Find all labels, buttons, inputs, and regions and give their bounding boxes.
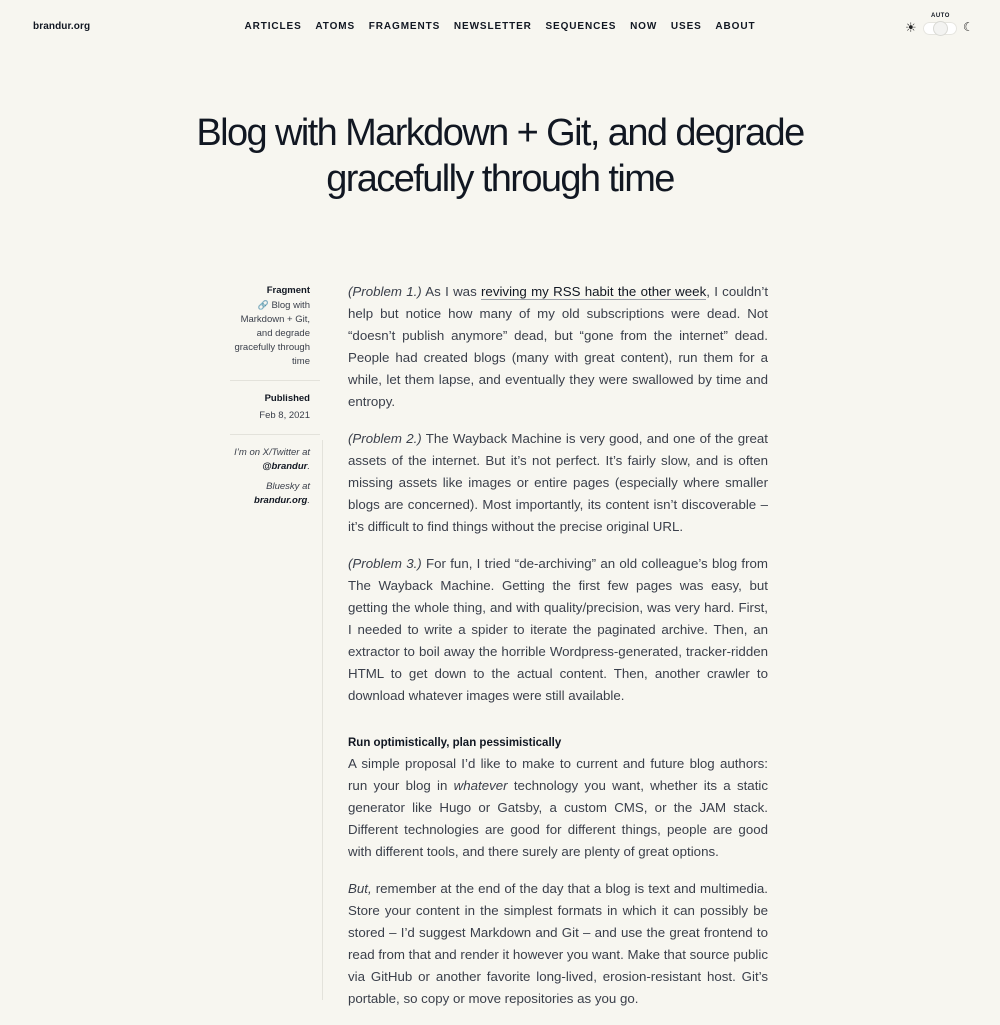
problem-2-label: (Problem 2.) [348,431,422,446]
paragraph [348,753,768,863]
theme-auto-label: AUTO [931,13,950,19]
nav-fragments[interactable]: FRAGMENTS [368,21,441,32]
paragraph-text: technology you want, whether its a static generator like Hugo or Gatsby, a custom CMS, or the JAM stack. Different technologies are good for different things, people are good with different tools, and there surely are plenty of great options. [348,778,768,859]
twitter-suffix: . [307,461,310,472]
theme-switcher [905,13,975,43]
fragment-type-label: Fragment [266,285,310,296]
but-emphasis: But, [348,881,372,896]
sidebar-divider [230,380,320,381]
nav-newsletter[interactable]: NEWSLETTER [453,21,532,32]
bluesky-note [232,480,310,508]
nav-now[interactable]: NOW [630,21,658,32]
moon-icon[interactable]: ☾ [963,20,974,34]
nav-articles[interactable]: ARTICLES [244,21,302,32]
fragment-permalink-text[interactable]: Blog with Markdown + Git, and degrade gracefully through time [234,300,310,367]
paragraph-text: For fun, I tried “de-archiving” an old colleague’s blog from The Wayback Machine. Getting the first few pages was easy, but getting the whole thing, and with quality/precision, was very hard. First, I needed to write a spider to iterate the paginated archive. Then, an extractor to boil away the horrible Wordpress-generated, tracker-ridden HTML to get down to the actual content. Then, another crawler to download whatever images were still available. [348,556,768,703]
sidebar-divider [230,434,320,435]
site-brand-link[interactable]: brandur.org [33,21,91,32]
paragraph-text: , I couldn’t help but notice how many of my old subscriptions were dead. Not “doesn’t publish anymore” dead, but “gone from the internet” dead. People had created blogs (many with great content), run them for a while, let them lapse, and eventually they were swallowed by time and entropy. [348,284,769,409]
paragraph-text: The Wayback Machine is very good, and one of the great assets of the internet. But it’s not perfect. It’s fairly slow, and is often missing assets like images or entire pages (especially where smaller blogs are concerned). Most importantly, its content isn’t discoverable – it’s difficult to find things without the precise original URL. [348,431,768,534]
section-heading: Run optimistically, plan pessimistically [348,737,562,749]
nav-sequences[interactable]: SEQUENCES [545,21,617,32]
twitter-handle-link[interactable]: @brandur [262,461,308,472]
published-label: Published [264,393,310,404]
emphasis: whatever [453,778,508,793]
nav-atoms[interactable]: ATOMS [315,21,356,32]
twitter-note [232,446,310,474]
paragraph [348,428,768,538]
paragraph [348,281,768,413]
paragraph-text: A simple proposal I’d like to make to current and future blog authors: run your blog in [348,756,768,793]
problem-3-label: (Problem 3.) [348,556,422,571]
twitter-prefix: I’m on X/Twitter at [234,447,310,458]
nav-about[interactable]: ABOUT [715,21,756,32]
paragraph [348,553,768,707]
bluesky-prefix: Bluesky at [266,481,310,492]
bluesky-handle-link[interactable]: brandur.org [254,495,308,506]
article-sidebar [232,284,310,508]
top-bar [0,0,1000,56]
paragraph [348,878,768,1010]
paragraph-text: As I was [421,284,481,299]
sun-icon[interactable]: ☀ [905,20,917,35]
rss-habit-link[interactable]: reviving my RSS habit the other week [481,284,707,299]
main-nav [0,21,1000,32]
column-divider [322,440,323,1000]
article-body [348,281,768,1025]
nav-uses[interactable]: USES [670,21,702,32]
paragraph-text: remember at the end of the day that a blog is text and multimedia. Store your content in the simplest formats in which it can possibly be stored – I’d suggest Markdown and Git – and use the great frontend to read from that and render it however you want. Make that source public via GitHub or another favorite long-lived, erosion-resistant host. Git’s portable, so copy or move repositories as you go. [348,881,768,1006]
theme-toggle[interactable] [923,22,957,35]
fragment-permalink[interactable] [232,298,310,369]
published-date: Feb 8, 2021 [259,410,310,421]
bluesky-suffix: . [307,495,310,506]
link-icon: 🔗 [257,300,269,310]
page-title: Blog with Markdown + Git, and degrade gracefully through time [196,112,804,200]
problem-1-label: (Problem 1.) [348,284,422,299]
theme-toggle-knob[interactable] [934,22,947,35]
